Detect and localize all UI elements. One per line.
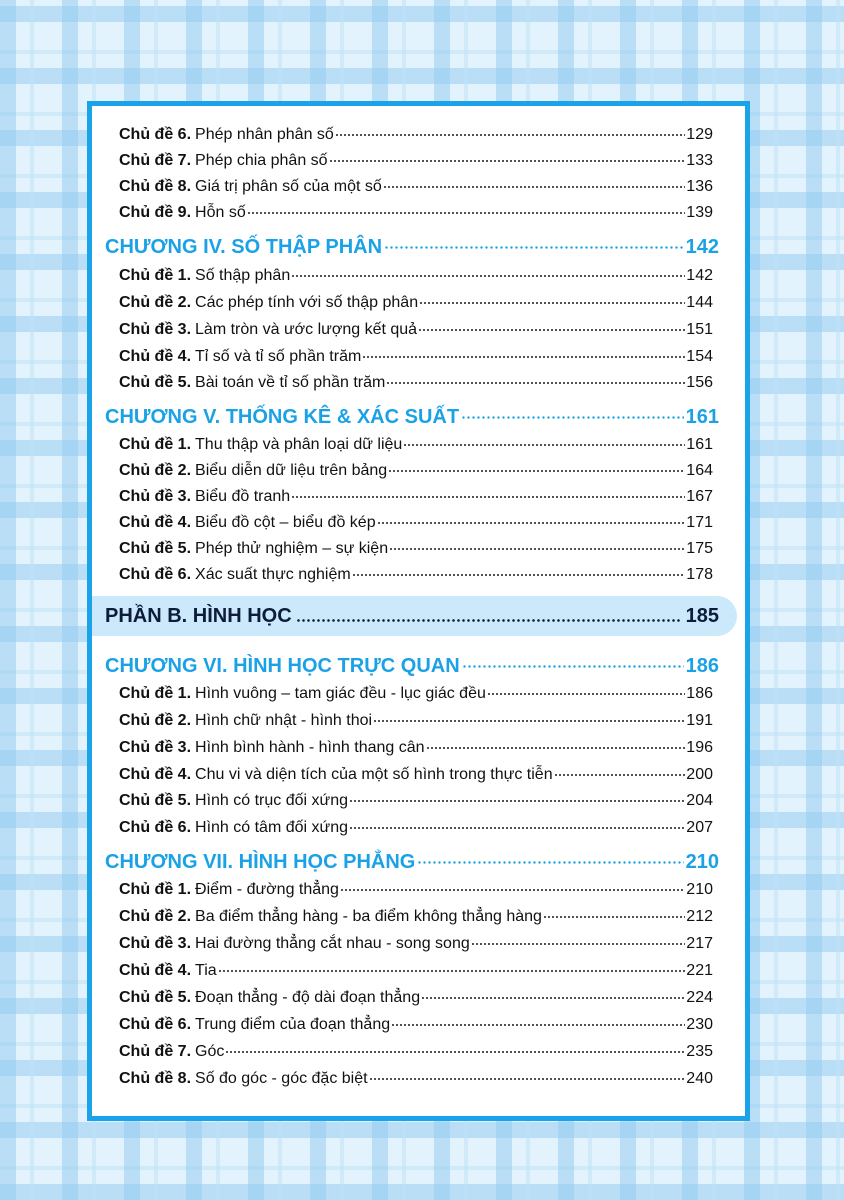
entry-label: Chủ đề 6. — [119, 126, 192, 143]
chapter-title: CHƯƠNG V. THỐNG KÊ & XÁC SUẤT — [105, 406, 460, 428]
dot-leader — [421, 984, 685, 1000]
toc-entry[interactable] — [119, 816, 713, 842]
dot-leader — [349, 787, 685, 803]
dot-leader — [417, 845, 683, 865]
dot-leader — [369, 1065, 686, 1081]
dot-leader — [419, 289, 685, 305]
entry-page: 186 — [686, 685, 713, 702]
dot-leader — [543, 903, 685, 919]
dot-leader — [389, 535, 685, 551]
entry-page: 224 — [686, 989, 713, 1006]
entry-label: Chủ đề 2. — [119, 908, 192, 925]
entry-title: Tỉ số và tỉ số phần trăm — [195, 348, 362, 365]
part-title: PHẦN B. HÌNH HỌC — [105, 604, 292, 627]
dot-leader — [352, 561, 686, 577]
entry-label: Chủ đề 3. — [119, 488, 192, 505]
entry-page: 167 — [686, 488, 713, 505]
entry-label: Chủ đề 1. — [119, 881, 192, 898]
part-page: 185 — [685, 604, 719, 627]
entry-title: Bài toán về tỉ số phần trăm — [195, 374, 386, 391]
entry-label: Chủ đề 5. — [119, 374, 192, 391]
entry-page: 171 — [686, 514, 713, 531]
dot-leader — [471, 930, 686, 946]
toc-entry[interactable] — [119, 878, 713, 904]
entry-label: Chủ đề 4. — [119, 962, 192, 979]
entry-page: 139 — [686, 204, 713, 221]
dot-leader — [426, 734, 686, 750]
toc-entry[interactable] — [119, 345, 713, 371]
entry-label: Chủ đề 8. — [119, 178, 192, 195]
entry-page: 156 — [686, 374, 713, 391]
dot-leader — [384, 230, 684, 250]
chapter-title: CHƯƠNG VII. HÌNH HỌC PHẲNG — [105, 851, 416, 873]
dot-leader — [391, 1011, 685, 1027]
entry-label: Chủ đề 2. — [119, 294, 192, 311]
chapter-v-heading[interactable] — [105, 403, 719, 433]
toc-entry[interactable] — [119, 123, 713, 149]
entry-page: 235 — [686, 1043, 713, 1060]
entry-title: Phép nhân phân số — [195, 126, 334, 143]
entry-label: Chủ đề 6. — [119, 819, 192, 836]
entry-page: 200 — [686, 766, 713, 783]
entry-title: Góc — [195, 1043, 225, 1060]
dot-leader — [291, 483, 685, 499]
entry-title: Ba điểm thẳng hàng - ba điểm không thẳng hàng — [195, 908, 542, 925]
entry-label: Chủ đề 7. — [119, 1043, 192, 1060]
entry-title: Hình có trục đối xứng — [195, 792, 349, 809]
entry-page: 164 — [686, 462, 713, 479]
toc-entry[interactable] — [119, 485, 713, 511]
entry-label: Chủ đề 2. — [119, 462, 192, 479]
entry-title: Các phép tính với số thập phân — [195, 294, 419, 311]
toc-entry[interactable] — [119, 264, 713, 290]
entry-title: Phép thử nghiệm – sự kiện — [195, 540, 389, 557]
entry-label: Chủ đề 1. — [119, 267, 192, 284]
toc-entry[interactable] — [119, 1067, 713, 1093]
toc-entry[interactable] — [119, 149, 713, 175]
toc-entry[interactable] — [119, 959, 713, 985]
dot-leader — [386, 369, 685, 385]
entry-title: Thu thập và phân loại dữ liệu — [195, 436, 403, 453]
entry-page: 204 — [686, 792, 713, 809]
entry-label: Chủ đề 2. — [119, 712, 192, 729]
chapter-page: 186 — [685, 655, 719, 677]
entry-page: 221 — [686, 962, 713, 979]
entry-label: Chủ đề 5. — [119, 989, 192, 1006]
entry-title: Biểu đồ cột – biểu đồ kép — [195, 514, 376, 531]
entry-page: 175 — [686, 540, 713, 557]
entry-label: Chủ đề 4. — [119, 514, 192, 531]
entry-title: Chu vi và diện tích của một số hình trong thực tiễn — [195, 766, 553, 783]
chapter-page: 142 — [685, 236, 719, 258]
toc-entry[interactable] — [119, 1013, 713, 1039]
entry-label: Chủ đề 9. — [119, 204, 192, 221]
toc-entry[interactable] — [119, 318, 713, 344]
entry-title: Hình chữ nhật - hình thoi — [195, 712, 373, 729]
toc-entry[interactable] — [119, 736, 713, 762]
entry-label: Chủ đề 7. — [119, 152, 192, 169]
entry-label: Chủ đề 6. — [119, 1016, 192, 1033]
entry-label: Chủ đề 3. — [119, 935, 192, 952]
entry-title: Biểu đồ tranh — [195, 488, 291, 505]
entry-title: Xác suất thực nghiệm — [195, 566, 351, 583]
dot-leader — [403, 431, 685, 447]
toc-entry[interactable] — [119, 682, 713, 708]
dot-leader — [296, 615, 682, 625]
toc-entry[interactable] — [119, 511, 713, 537]
entry-page: 129 — [686, 126, 713, 143]
entry-page: 142 — [686, 267, 713, 284]
entry-page: 230 — [686, 1016, 713, 1033]
entry-title: Hình có tâm đối xứng — [195, 819, 349, 836]
dot-leader — [383, 173, 686, 189]
chapter-page: 161 — [685, 406, 719, 428]
chapter-iv-heading[interactable] — [105, 233, 719, 263]
entry-title: Làm tròn và ước lượng kết quả — [195, 321, 418, 338]
entry-page: 212 — [686, 908, 713, 925]
entry-title: Tia — [195, 962, 217, 979]
toc-entry[interactable] — [119, 291, 713, 317]
dot-leader — [218, 957, 686, 973]
entry-page: 133 — [686, 152, 713, 169]
chapter-vii-heading[interactable] — [105, 848, 719, 878]
entry-page: 178 — [686, 566, 713, 583]
entry-title: Hình bình hành - hình thang cân — [195, 739, 425, 756]
toc-entry[interactable] — [119, 709, 713, 735]
entry-page: 217 — [686, 935, 713, 952]
toc-panel — [87, 101, 750, 1121]
entry-title: Hai đường thẳng cắt nhau - song song — [195, 935, 470, 952]
chapter-vi-heading[interactable] — [105, 652, 719, 682]
dot-leader — [362, 343, 685, 359]
entry-label: Chủ đề 1. — [119, 685, 192, 702]
entry-label: Chủ đề 1. — [119, 436, 192, 453]
entry-title: Phép chia phân số — [195, 152, 328, 169]
entry-label: Chủ đề 6. — [119, 566, 192, 583]
toc-entry[interactable] — [119, 201, 713, 227]
entry-label: Chủ đề 3. — [119, 739, 192, 756]
toc-entry[interactable] — [119, 175, 713, 201]
entry-label: Chủ đề 5. — [119, 792, 192, 809]
dot-leader — [377, 509, 686, 525]
dot-leader — [388, 457, 685, 473]
toc-entry[interactable] — [119, 905, 713, 931]
toc-entry[interactable] — [119, 433, 713, 459]
entry-label: Chủ đề 8. — [119, 1070, 192, 1087]
toc-entry[interactable] — [119, 459, 713, 485]
toc-entry[interactable] — [119, 986, 713, 1012]
dot-leader — [487, 680, 685, 696]
dot-leader — [418, 316, 685, 332]
toc-entry[interactable] — [119, 789, 713, 815]
dot-leader — [349, 814, 685, 830]
entry-page: 151 — [686, 321, 713, 338]
entry-title: Số đo góc - góc đặc biệt — [195, 1070, 368, 1087]
entry-title: Hình vuông – tam giác đều - lục giác đều — [195, 685, 486, 702]
entry-title: Điểm - đường thẳng — [195, 881, 339, 898]
entry-page: 207 — [686, 819, 713, 836]
entry-title: Biểu diễn dữ liệu trên bảng — [195, 462, 388, 479]
dot-leader — [462, 649, 684, 669]
toc-entry[interactable] — [119, 371, 713, 397]
toc-entry[interactable] — [119, 1040, 713, 1066]
entry-page: 144 — [686, 294, 713, 311]
dot-leader — [329, 147, 686, 163]
entry-page: 210 — [686, 881, 713, 898]
toc-entry[interactable] — [119, 537, 713, 563]
entry-page: 154 — [686, 348, 713, 365]
entry-page: 136 — [686, 178, 713, 195]
dot-leader — [335, 121, 685, 137]
entry-label: Chủ đề 4. — [119, 766, 192, 783]
dot-leader — [373, 707, 685, 723]
entry-label: Chủ đề 3. — [119, 321, 192, 338]
part-b-banner[interactable] — [92, 596, 737, 636]
dot-leader — [225, 1038, 685, 1054]
entry-label: Chủ đề 4. — [119, 348, 192, 365]
dot-leader — [554, 761, 686, 777]
dot-leader — [340, 876, 685, 892]
entry-title: Trung điểm của đoạn thẳng — [195, 1016, 391, 1033]
entry-title: Số thập phân — [195, 267, 291, 284]
toc-entry[interactable] — [119, 563, 713, 589]
dot-leader — [247, 199, 686, 215]
dot-leader — [291, 262, 685, 278]
chapter-page: 210 — [685, 851, 719, 873]
chapter-title: CHƯƠNG IV. SỐ THẬP PHÂN — [105, 236, 383, 258]
chapter-title: CHƯƠNG VI. HÌNH HỌC TRỰC QUAN — [105, 655, 460, 677]
entry-page: 161 — [686, 436, 713, 453]
entry-title: Giá trị phân số của một số — [195, 178, 382, 195]
entry-page: 196 — [686, 739, 713, 756]
toc-entry[interactable] — [119, 932, 713, 958]
entry-label: Chủ đề 5. — [119, 540, 192, 557]
entry-title: Hỗn số — [195, 204, 246, 221]
entry-page: 191 — [686, 712, 713, 729]
entry-title: Đoạn thẳng - độ dài đoạn thẳng — [195, 989, 421, 1006]
dot-leader — [461, 400, 684, 420]
entry-page: 240 — [686, 1070, 713, 1087]
toc-entry[interactable] — [119, 763, 713, 789]
